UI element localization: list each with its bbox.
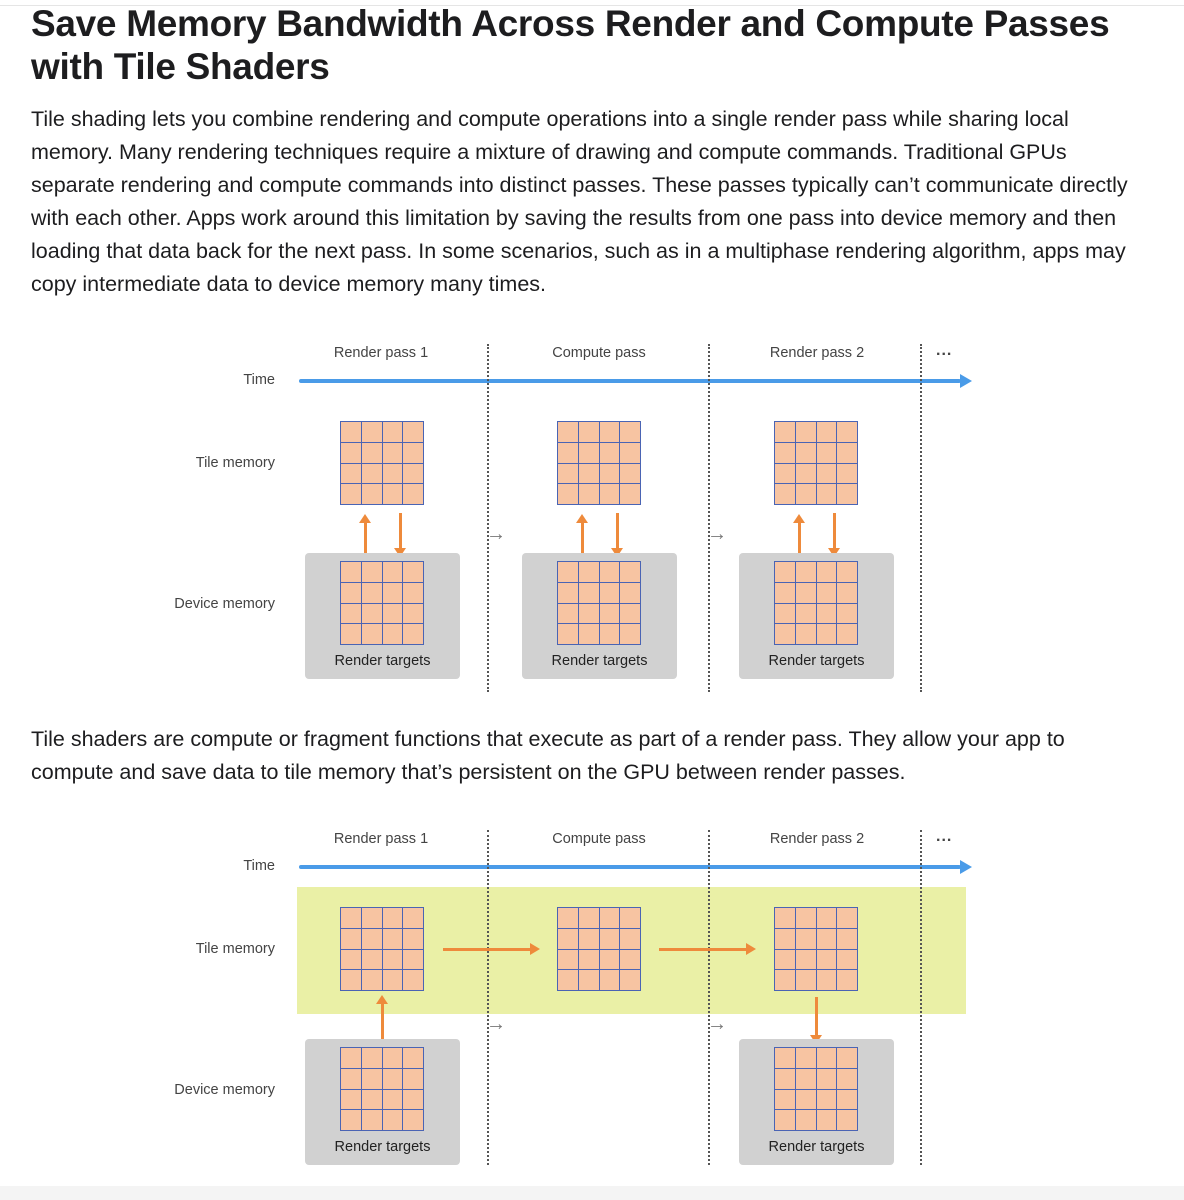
render-targets-label: Render targets	[334, 653, 431, 669]
title-line-2: with Tile Shaders	[31, 46, 330, 87]
row-label-time: Time	[243, 372, 275, 388]
render-target-grid	[340, 561, 424, 645]
time-axis-arrow	[299, 379, 961, 383]
pass-label-render-2: Render pass 2	[769, 345, 865, 361]
render-targets-label: Render targets	[334, 1139, 431, 1155]
tile-memory-grid	[774, 907, 858, 991]
store-arrow	[616, 513, 619, 549]
pass-label-render-1: Render pass 1	[333, 345, 429, 361]
pass-divider	[708, 830, 710, 1165]
row-label-tile-memory: Tile memory	[195, 941, 275, 957]
pass-divider	[920, 344, 922, 692]
tile-persist-arrow	[659, 948, 747, 951]
pass-transition-arrow: →	[707, 1013, 727, 1035]
tile-memory-grid	[340, 907, 424, 991]
device-memory-box	[522, 553, 677, 679]
row-label-device-memory: Device memory	[174, 596, 275, 612]
tile-memory-grid	[557, 421, 641, 505]
render-targets-label: Render targets	[551, 653, 648, 669]
load-arrow	[798, 522, 801, 554]
pass-transition-arrow: →	[486, 523, 506, 545]
store-arrow	[815, 997, 818, 1036]
pass-divider	[920, 830, 922, 1165]
pass-label-compute: Compute pass	[552, 831, 646, 847]
pass-label-render-1: Render pass 1	[333, 831, 429, 847]
pass-divider	[487, 830, 489, 1165]
tile-shaders-paragraph: Tile shaders are compute or fragment functions that execute as part of a render pass. They allow your app to compute and save data to tile memory that’s persistent on the GPU between render passes.	[31, 727, 1065, 784]
load-arrow	[381, 1003, 384, 1040]
render-target-grid	[557, 561, 641, 645]
tile-memory-grid	[340, 421, 424, 505]
render-target-grid	[774, 1047, 858, 1131]
load-arrow	[364, 522, 367, 554]
render-targets-label: Render targets	[768, 1139, 865, 1155]
pass-divider	[487, 344, 489, 692]
device-memory-box	[305, 553, 460, 679]
store-arrow	[399, 513, 402, 549]
page-footer-band	[0, 1186, 1184, 1200]
device-memory-box	[739, 553, 894, 679]
time-axis-arrowhead	[960, 374, 972, 388]
row-label-device-memory: Device memory	[174, 1082, 275, 1098]
tile-shader-passes-diagram	[0, 816, 1184, 1176]
store-arrow	[833, 513, 836, 549]
pass-label-render-2: Render pass 2	[769, 831, 865, 847]
pass-divider	[708, 344, 710, 692]
device-memory-box	[739, 1039, 894, 1165]
load-arrow	[581, 522, 584, 554]
tile-memory-grid	[557, 907, 641, 991]
more-passes-ellipsis: ...	[936, 828, 953, 845]
render-target-grid	[774, 561, 858, 645]
title-line-1: Save Memory Bandwidth Across Render and Compute Passes	[31, 3, 1110, 44]
time-axis-arrow	[299, 865, 961, 869]
row-label-tile-memory: Tile memory	[195, 455, 275, 471]
render-targets-label: Render targets	[768, 653, 865, 669]
time-axis-arrowhead	[960, 860, 972, 874]
pass-label-compute: Compute pass	[552, 345, 646, 361]
traditional-passes-diagram	[0, 330, 1184, 690]
tile-persist-arrow	[443, 948, 531, 951]
device-memory-box	[305, 1039, 460, 1165]
pass-transition-arrow: →	[486, 1013, 506, 1035]
render-target-grid	[340, 1047, 424, 1131]
row-label-time: Time	[243, 858, 275, 874]
more-passes-ellipsis: ...	[936, 342, 953, 359]
pass-transition-arrow: →	[707, 523, 727, 545]
page-title	[31, 2, 1151, 88]
intro-paragraph: Tile shading lets you combine rendering and compute operations into a single render pass while sharing local memory. Many rendering techniques require a mixture of drawing and compute commands. Traditional GPUs separate rendering and compute commands into distinct passes. These passes typically can’t communicate directly with each other. Apps work around this limitation by saving the results from one pass into device memory and then loading that data back for the next pass. In some scenarios, such as in a multiphase rendering algorithm, apps may copy intermediate data to device memory many times.	[31, 107, 1128, 296]
tile-memory-grid	[774, 421, 858, 505]
